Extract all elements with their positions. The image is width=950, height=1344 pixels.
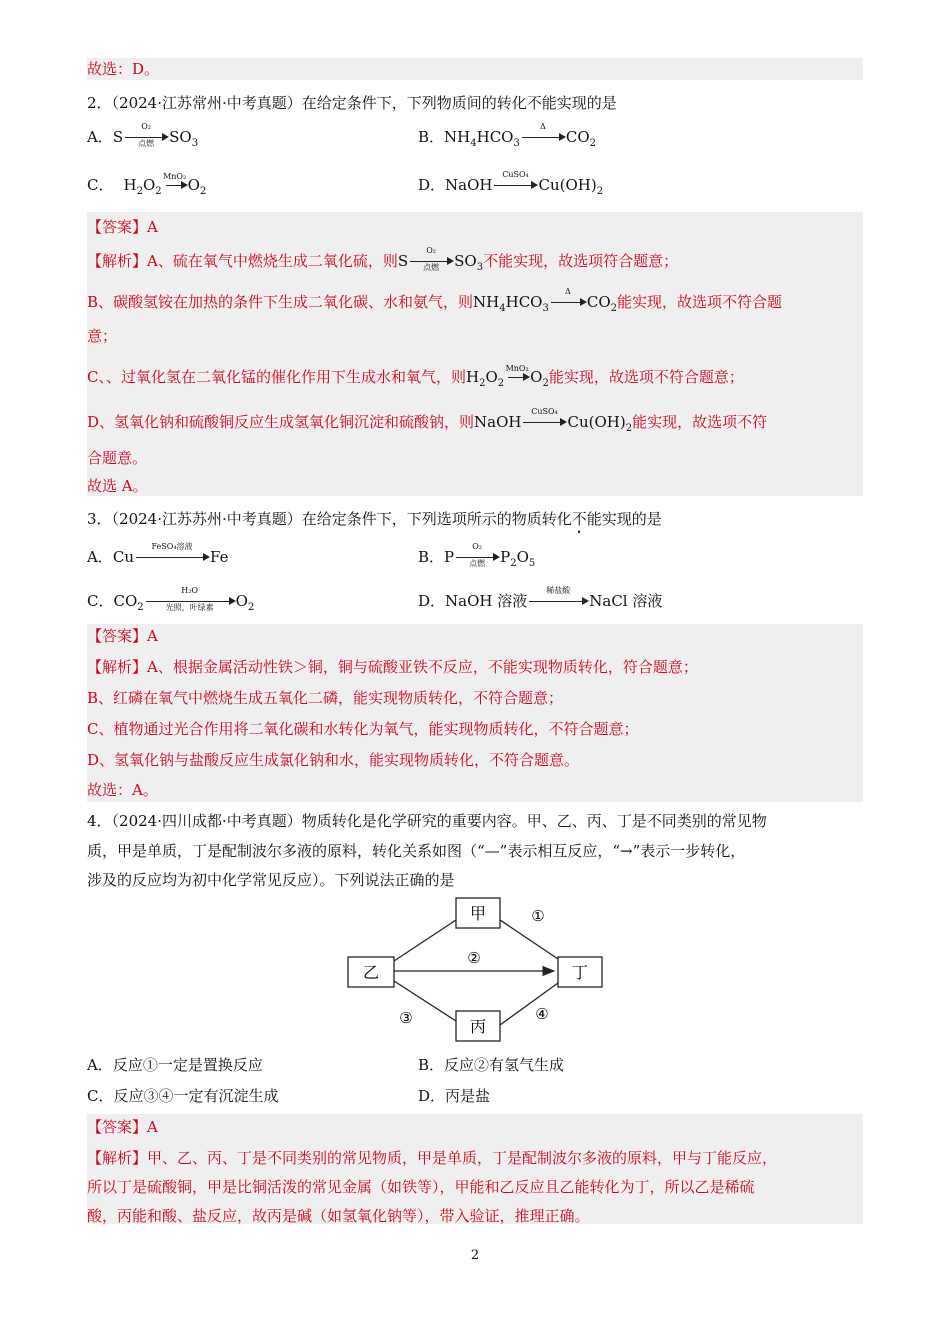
subscript: 2: [596, 186, 604, 197]
formula-product: O: [516, 548, 529, 566]
formula-reactant: NaOH: [474, 413, 522, 431]
subscript: 4: [499, 303, 506, 314]
arrow-condition: H₂O: [181, 586, 199, 595]
q2-option-c: [87, 174, 206, 196]
subscript: 2: [247, 602, 255, 613]
arrow-condition: 稀盐酸: [546, 586, 571, 595]
line-jia-ding: [500, 920, 558, 959]
reaction-arrow: [454, 542, 500, 568]
formula-reactant: O: [485, 368, 498, 386]
q2-answer: 【答案】A: [87, 218, 158, 236]
subscript: 2: [137, 602, 144, 613]
arrow-condition-bottom: 点燃: [423, 263, 440, 272]
q3-answer: 【答案】A: [87, 627, 158, 645]
q4-option-b: B．反应②有氢气生成: [418, 1056, 565, 1074]
arrow-condition: CuSO₄: [531, 407, 558, 416]
subscript: 2: [155, 186, 162, 197]
formula-product: O: [530, 368, 543, 386]
subscript: 2: [625, 423, 633, 434]
q3-option-b: [418, 542, 536, 569]
q2-conclusion: 故选 A。: [87, 477, 148, 495]
subscript: 2: [479, 378, 486, 389]
reaction-arrow: [504, 364, 530, 384]
subscript: 3: [513, 138, 520, 149]
reaction-arrow: [549, 287, 587, 309]
inline-formula: [474, 407, 633, 434]
q2-stem: 2．（2024·江苏常州·中考真题）在给定条件下，下列物质间的转化不能实现的是: [87, 94, 617, 112]
arrow-condition-bottom: 点燃: [469, 559, 486, 568]
q2-option-b: [418, 122, 597, 149]
inline-formula: [465, 364, 549, 389]
inline-formula: [473, 287, 618, 314]
formula-product: Cu(OH): [538, 176, 597, 194]
subscript: 2: [136, 186, 143, 197]
formula-product: O: [235, 592, 248, 610]
q4-option-d: D．丙是盐: [418, 1087, 491, 1105]
formula-reactant: NaOH: [445, 176, 493, 194]
formula-reactant: S: [112, 128, 124, 146]
q3-analysis-d: D、氢氧化钠与盐酸反应生成氯化钠和水，能实现物质转化，不符合题意。: [87, 751, 580, 769]
node-bing: 丙: [469, 1017, 487, 1036]
arrow-condition-bottom: 光照，叶绿素: [165, 603, 214, 612]
formula-reactant: H: [123, 176, 137, 194]
formula-product: Cu(OH): [567, 413, 626, 431]
arrow-condition-bottom: 点燃: [138, 139, 155, 148]
formula-product: CO: [565, 128, 590, 146]
q3-option-d: [418, 586, 663, 612]
option-label: A．: [87, 128, 113, 146]
q4-analysis-line-2: 所以丁是硫酸铜，甲是比铜活泼的常见金属（如铁等），甲能和乙反应且乙能转化为丁，所以乙是稀硫: [87, 1178, 755, 1196]
subscript: 2: [497, 378, 505, 389]
reaction-arrow: [144, 586, 236, 612]
formula-product: O: [187, 176, 200, 194]
q4-relation-diagram: [340, 893, 610, 1049]
subscript: 2: [589, 138, 597, 149]
subscript: 2: [610, 303, 618, 314]
label-reaction-4: ④: [535, 1005, 549, 1023]
analysis-text: D、氢氧化钠和硫酸铜反应生成氢氧化铜沉淀和硫酸钠，则: [87, 413, 475, 431]
arrow-condition: Δ: [539, 122, 546, 131]
node-yi: 乙: [362, 963, 380, 982]
q4-option-a: A．反应①一定是置换反应: [87, 1056, 263, 1074]
subscript: 3: [542, 303, 549, 314]
arrow-condition: FeSO₄溶液: [151, 542, 193, 551]
formula-reactant: H: [465, 368, 480, 386]
formula-reactant: Cu: [112, 548, 134, 566]
reaction-arrow: [492, 170, 538, 192]
node-jia: 甲: [469, 904, 487, 923]
stem-text: 3．（2024·江苏苏州·中考真题）在给定条件下，下列选项所示的物质转化: [87, 510, 572, 528]
formula-reactant: S: [397, 252, 409, 270]
option-label: B．: [418, 128, 445, 146]
q3-option-a: [87, 542, 229, 568]
page-number: 2: [470, 1248, 480, 1263]
analysis-text: B、碳酸氢铵在加热的条件下生成二氧化碳、水和氨气，则: [87, 293, 474, 311]
formula-product: Fe: [209, 548, 229, 566]
subscript: 3: [191, 138, 199, 149]
q3-stem: [87, 508, 863, 537]
subscript: 4: [470, 138, 477, 149]
formula-reactant: P: [444, 548, 455, 566]
subscript: 3: [476, 262, 484, 273]
q3-option-c: [87, 586, 255, 613]
analysis-text: 不能实现，故选项符合题意；: [483, 252, 679, 270]
reaction-arrow: [408, 246, 454, 272]
option-label: D．: [418, 176, 446, 194]
label-reaction-1: ①: [531, 907, 545, 925]
arrow-condition: MnO₂: [163, 172, 187, 181]
q4-analysis-line-1: 【解析】甲、乙、丙、丁是不同类别的常见物质，甲是单质，丁是配制波尔多液的原料，甲与丁能反应，: [87, 1149, 778, 1167]
q2-analysis-b: [87, 287, 863, 314]
line-yi-jia: [394, 920, 456, 961]
inline-formula: [397, 246, 484, 273]
subscript: 5: [528, 558, 536, 569]
option-label: D．: [418, 592, 446, 610]
reaction-arrow: [134, 542, 210, 564]
q3-analysis-a: 【解析】A、根据金属活动性铁＞铜，铜与硫酸亚铁不反应，不能实现物质转化，符合题意；: [87, 658, 698, 676]
q2-analysis-b-cont: 意；: [87, 327, 118, 345]
analysis-text: 能实现，故选项不符合题意；: [548, 368, 744, 386]
q4-stem-line-3: 涉及的反应均为初中化学常见反应）。下列说法正确的是: [87, 871, 455, 889]
q3-analysis-c: C、植物通过光合作用将二氧化碳和水转化为氧气，能实现物质转化，不符合题意；: [87, 720, 639, 738]
q4-option-c: C．反应③④一定有沉淀生成: [87, 1087, 279, 1105]
reaction-arrow: [520, 122, 566, 144]
arrow-condition: O₂: [472, 542, 482, 551]
q3-analysis-b: B、红磷在氧气中燃烧生成五氧化二磷，能实现物质转化，不符合题意；: [87, 689, 564, 707]
q4-analysis-line-3: 酸，丙能和酸、盐反应，故丙是碱（如氢氧化钠等），带入验证，推理正确。: [87, 1207, 590, 1225]
formula-reactant: NaOH 溶液: [445, 592, 528, 610]
analysis-text: 能实现，故选项不符合题: [617, 293, 783, 311]
q2-analysis-a: [87, 246, 863, 273]
formula-product: CO: [586, 293, 611, 311]
formula-reactant: NH: [444, 128, 471, 146]
analysis-text: 【解析】A、硫在氧气中燃烧生成二氧化硫，则: [87, 252, 398, 270]
previous-conclusion: 故选：D。: [87, 58, 863, 80]
q3-conclusion: 故选：A。: [87, 781, 158, 799]
option-label: B．: [418, 548, 445, 566]
formula-reactant: NH: [473, 293, 500, 311]
q2-analysis-c: [87, 366, 863, 388]
option-label: A．: [87, 548, 113, 566]
subscript: 2: [542, 378, 549, 389]
analysis-text: C、、过氧化氢在二氧化锰的催化作用下生成水和氧气，则: [87, 368, 466, 386]
arrow-condition: O₂: [426, 246, 436, 255]
reaction-arrow: [521, 407, 567, 429]
option-label: C．: [87, 176, 114, 194]
formula-product: SO: [169, 128, 192, 146]
arrow-condition: MnO₂: [505, 364, 529, 373]
q2-analysis-d-cont: 合题意。: [87, 449, 148, 467]
option-label: C．: [87, 592, 114, 610]
formula-reactant: CO: [113, 592, 138, 610]
arrow-condition: CuSO₄: [502, 170, 529, 179]
q3-answer-block: [87, 624, 863, 802]
q2-option-a: [87, 122, 199, 149]
subscript: 2: [510, 558, 517, 569]
formula-reactant: HCO: [505, 293, 543, 311]
q4-stem-line-2: 质，甲是单质，丁是配制波尔多液的原料，转化关系如图（“—”表示相互反应，“→”表示一步转化，: [87, 842, 746, 860]
label-reaction-2: ②: [467, 949, 481, 967]
formula-reactant: O: [142, 176, 156, 194]
q2-analysis-d: [87, 407, 863, 434]
node-ding: 丁: [571, 963, 589, 982]
arrow-condition: O₂: [141, 122, 151, 131]
reaction-arrow: [162, 172, 188, 192]
q4-answer: 【答案】A: [87, 1118, 158, 1136]
formula-reactant: HCO: [476, 128, 514, 146]
formula-product: SO: [454, 252, 477, 270]
formula-product: NaCl 溶液: [589, 592, 663, 610]
q2-option-d: [418, 170, 604, 197]
stem-text: 能实现的是: [586, 510, 662, 528]
stem-emphasis: 不: [571, 510, 587, 528]
label-reaction-3: ③: [399, 1009, 413, 1027]
formula-product: P: [500, 548, 511, 566]
q4-stem-line-1: 4．（2024·四川成都·中考真题）物质转化是化学研究的重要内容。甲、乙、丙、丁是不同类别的常见物: [87, 812, 767, 830]
subscript: 2: [199, 186, 207, 197]
analysis-text: 能实现，故选项不符: [632, 413, 768, 431]
line-bing-ding: [500, 983, 558, 1025]
arrow-condition: Δ: [564, 287, 571, 296]
reaction-arrow: [527, 586, 589, 608]
reaction-arrow: [123, 122, 169, 148]
